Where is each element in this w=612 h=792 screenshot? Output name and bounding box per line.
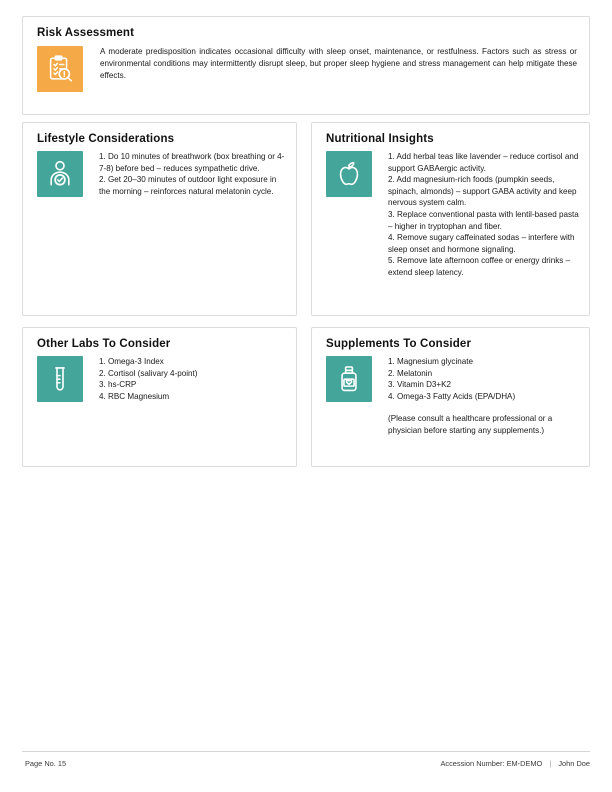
nutritional-insights-list xyxy=(388,151,579,279)
other-labs-body xyxy=(37,356,286,402)
list-item: 3. Replace conventional pasta with lentil-based pasta – higher in tryptophan and fiber. xyxy=(388,209,579,231)
lifestyle-considerations-list xyxy=(99,151,286,197)
list-item: 2. Melatonin xyxy=(388,368,433,378)
list-item: 5. Remove late afternoon coffee or energy drinks – extend sleep latency. xyxy=(388,256,571,277)
other-labs-title: Other Labs To Consider xyxy=(37,338,171,350)
supplements-card xyxy=(311,327,590,467)
list-item: 4. RBC Magnesium xyxy=(99,391,170,401)
other-labs-card xyxy=(22,327,297,467)
lifestyle-considerations-body xyxy=(37,151,286,197)
footer-separator: | xyxy=(549,759,552,768)
supplements-title: Supplements To Consider xyxy=(326,338,472,350)
list-item: 1. Add herbal teas like lavender – reduce cortisol and support GABAergic activity. xyxy=(388,152,579,173)
list-item: 4. Remove sugary caffeinated sodas – interfere with sleep onset and hormone signaling. xyxy=(388,233,575,254)
footer-page-number: Page No. 15 xyxy=(25,759,67,768)
list-item: 2. Add magnesium-rich foods (pumpkin seeds, spinach, almonds) – support GABA activity and keep nervous system calm. xyxy=(388,175,577,208)
supplement-bottle-icon xyxy=(326,356,372,402)
nutritional-insights-title: Nutritional Insights xyxy=(326,133,434,145)
lifestyle-considerations-card xyxy=(22,122,297,316)
nutritional-insights-body xyxy=(326,151,579,279)
list-item: 1. Magnesium glycinate xyxy=(388,357,474,366)
risk-assessment-text: A moderate predisposition indicates occasional difficulty with sleep onset, maintenance, or restfulness. Factors such as stress or environmental conditions may intermittently disrupt sleep, but proper sleep hygiene and stress management can help mitigate these effects. xyxy=(100,47,577,81)
other-labs-list xyxy=(99,356,286,402)
apple-icon xyxy=(326,151,372,197)
list-item: 3. Vitamin D3+K2 xyxy=(388,380,452,390)
nutritional-insights-card xyxy=(311,122,590,316)
list-item: 4. Omega-3 Fatty Acids (EPA/DHA) xyxy=(388,391,516,401)
list-item: 1. Omega-3 Index xyxy=(99,357,164,366)
footer-meta xyxy=(440,759,590,768)
list-item: 2. Get 20–30 minutes of outdoor light exposure in the morning – reinforces natural melatonin cycle. xyxy=(99,175,277,196)
list-item: 2. Cortisol (salivary 4-point) xyxy=(99,368,198,378)
footer-patient-name: John Doe xyxy=(558,759,590,768)
footer-accession-number: Accession Number: EM-DEMO xyxy=(440,759,543,768)
risk-assessment-card xyxy=(22,16,590,115)
person-check-icon xyxy=(37,151,83,197)
lifestyle-considerations-title: Lifestyle Considerations xyxy=(37,133,175,145)
list-item: 3. hs-CRP xyxy=(99,380,137,390)
list-spacer xyxy=(388,402,579,413)
list-item: 1. Do 10 minutes of breathwork (box breathing or 4-7-8) before bed – reduces sympathetic drive. xyxy=(99,152,285,173)
risk-assessment-title: Risk Assessment xyxy=(37,27,135,39)
supplements-body xyxy=(326,356,579,437)
footer-divider xyxy=(22,751,590,752)
supplements-list xyxy=(388,356,579,437)
clipboard-magnifier-icon xyxy=(37,46,83,92)
supplements-disclaimer: (Please consult a healthcare professional or a physician before starting any supplements.) xyxy=(388,414,553,435)
test-tube-icon xyxy=(37,356,83,402)
risk-assessment-body xyxy=(37,46,577,92)
